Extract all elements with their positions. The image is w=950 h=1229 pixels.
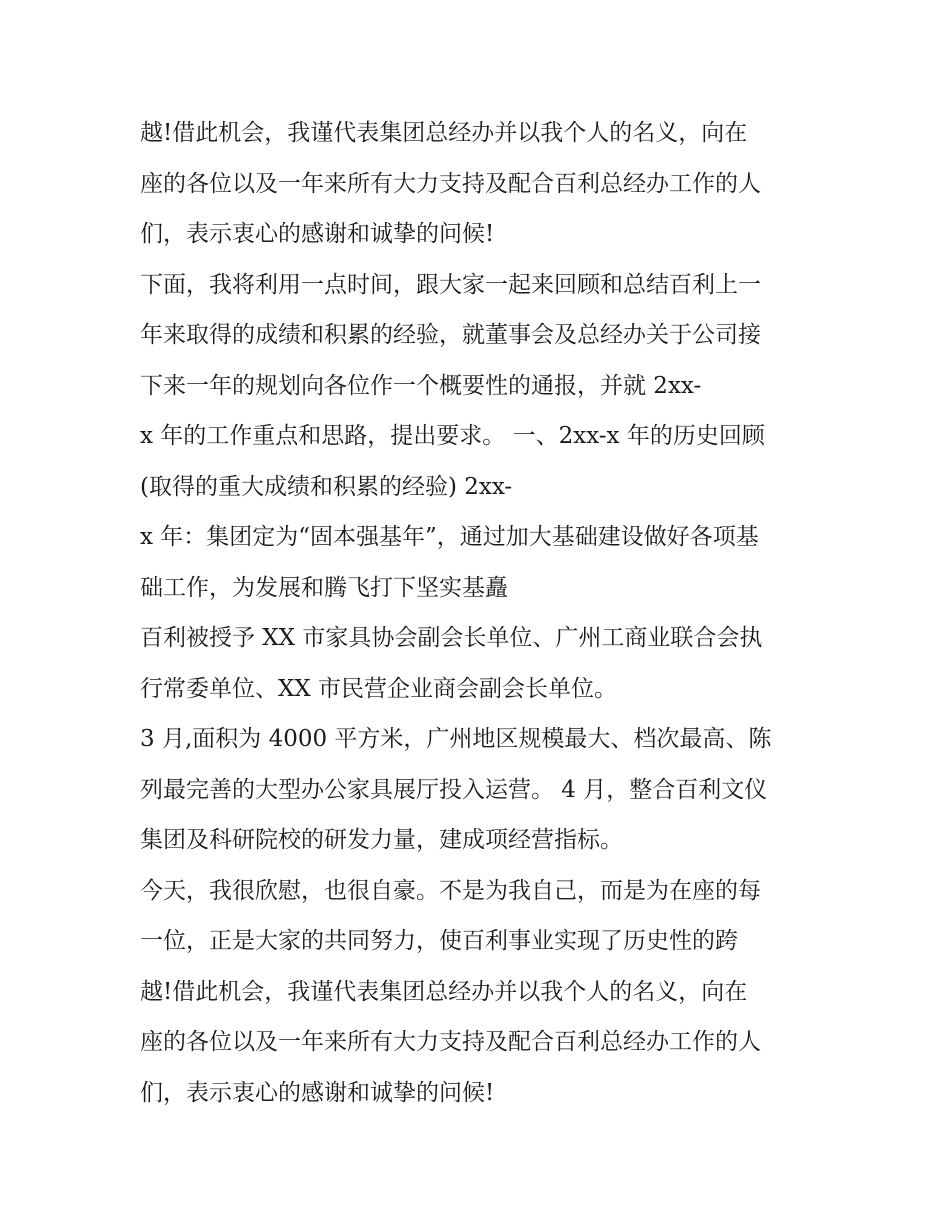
text-line-3: 们，表示衷心的感谢和诚挚的问候! (140, 221, 495, 247)
text-line-15: 集团及科研院校的研发力量，建成项经营指标。 (140, 827, 623, 853)
document-body (140, 108, 820, 1118)
text-line-8: (取得的重大成绩和积累的经验) 2xx- (140, 473, 513, 500)
text-line-4: 下面，我将利用一点时间，跟大家一起来回顾和总结百利上一 (140, 271, 761, 298)
text-line-19: 座的各位以及一年来所有大力支持及配合百利总经办工作的人 (140, 1029, 761, 1055)
text-line-7: x 年的工作重点和思路，提出要求。 一、2xx-x 年的历史回顾 (140, 423, 765, 449)
text-line-9: x 年：集团定为“固本强基年”，通过加大基础建设做好各项基 (140, 524, 759, 550)
text-line-5: 年来取得的成绩和积累的经验，就董事会及总经办关于公司接 (140, 322, 761, 348)
text-line-18: 越!借此机会，我谨代表集团总经办并以我个人的名义，向在 (140, 978, 748, 1005)
text-line-10: 础工作，为发展和腾飞打下坚实基矗 (140, 574, 508, 601)
text-line-13: 3 月,面积为 4000 平方米，广州地区规模最大、档次最高、陈 (140, 726, 772, 752)
text-line-12: 行常委单位、XX 市民营企业商会副会长单位。 (140, 675, 618, 702)
text-line-11: 百利被授予 XX 市家具协会副会长单位、广州工商业联合会执 (140, 625, 763, 651)
text-line-1: 越!借此机会，我谨代表集团总经办并以我个人的名义，向在 (140, 120, 748, 146)
text-line-6: 下来一年的规划向各位作一个概要性的通报，并就 2xx- (140, 372, 702, 399)
text-line-20: 们，表示衷心的感谢和诚挚的问候! (140, 1079, 495, 1106)
text-line-2: 座的各位以及一年来所有大力支持及配合百利总经办工作的人 (140, 170, 761, 197)
text-line-16: 今天，我很欣慰，也很自豪。不是为我自己，而是为在座的每 (140, 877, 761, 904)
text-line-14: 列最完善的大型办公家具展厅投入运营。 4 月，整合百利文仪 (140, 776, 768, 803)
text-line-17: 一位，正是大家的共同努力，使百利事业实现了历史性的跨 (140, 928, 738, 954)
